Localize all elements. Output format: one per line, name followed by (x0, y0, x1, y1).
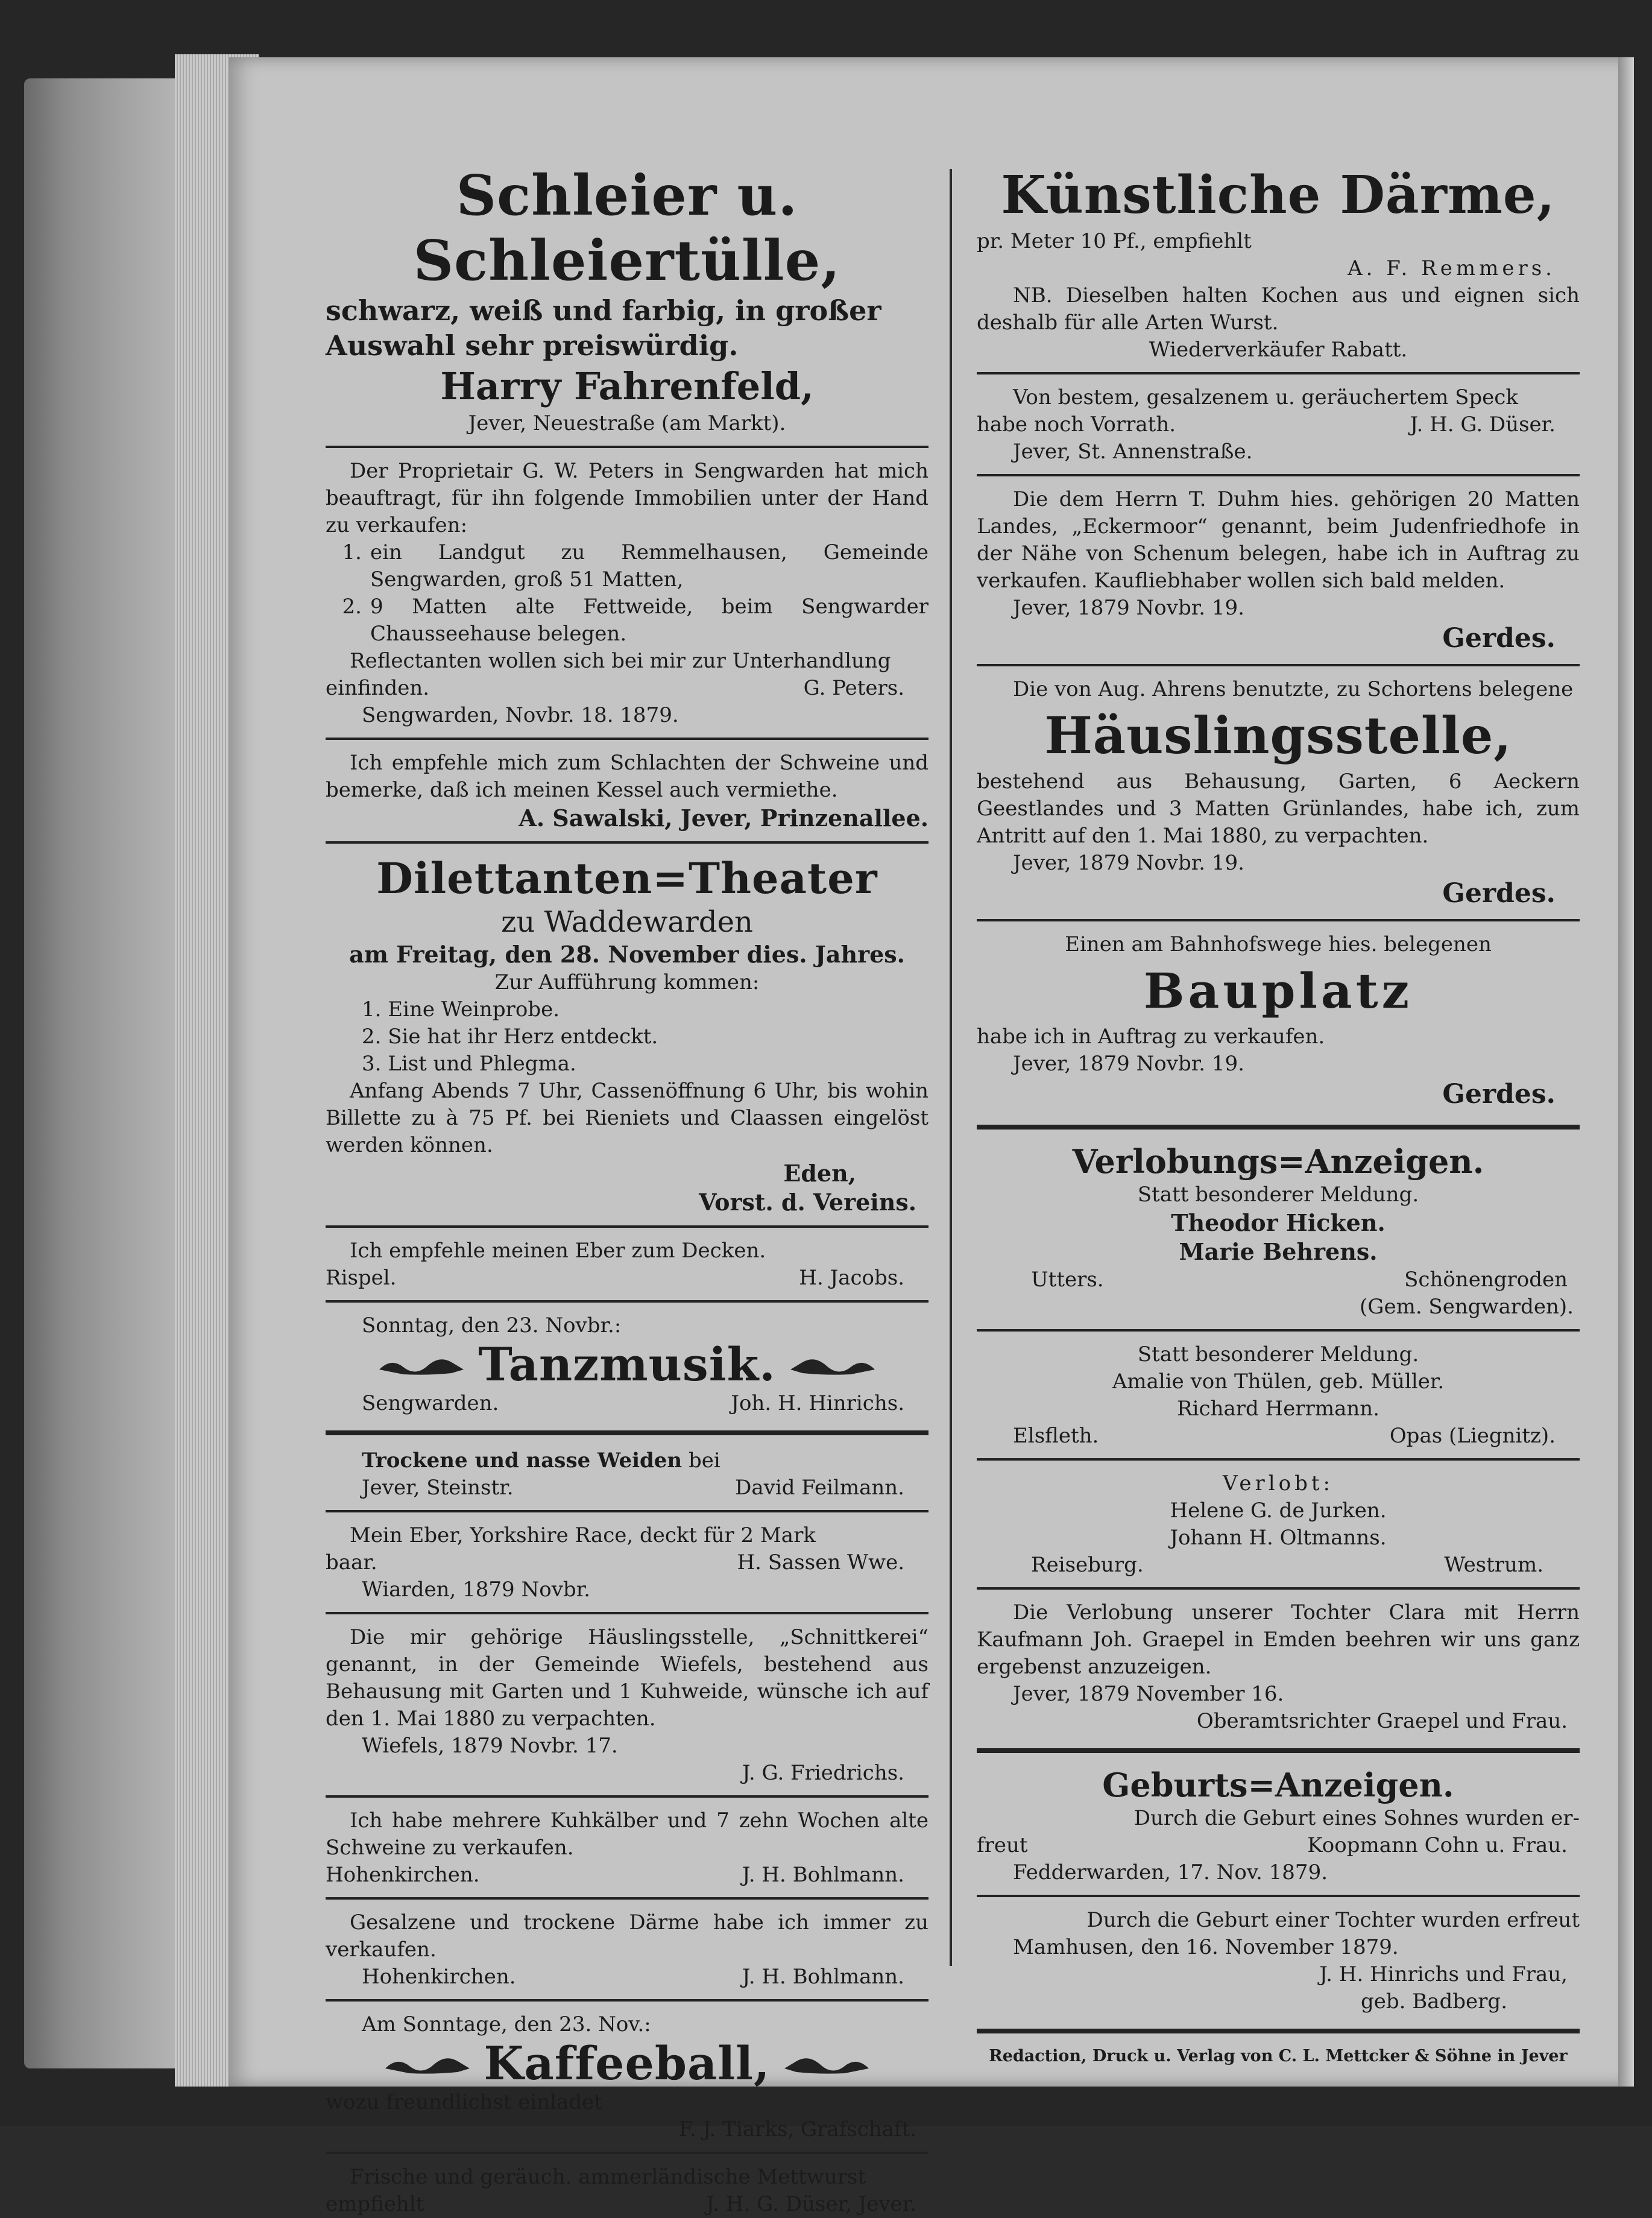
ad-text: Die von Aug. Ahrens benutzte, zu Schortens belegene (1013, 677, 1574, 701)
ad-place: Rispel. (326, 1266, 397, 1290)
ad-signature: David Feilmann. (735, 1476, 904, 1500)
ad-line (977, 411, 1580, 438)
ad-text: Durch die Geburt eines Sohnes wurden er- (1133, 1806, 1580, 1830)
ad-text: Statt besonderer Meldung. (1137, 1183, 1419, 1207)
section-geburts-anzeigen (977, 1765, 1580, 2015)
ad-place: Reiseburg. (1031, 1553, 1144, 1577)
ad-date: Jever, 1879 November 16. (1013, 1682, 1284, 1706)
ad-title: Schleier u. Schleiertülle, (413, 163, 841, 293)
ad-speck (977, 384, 1580, 466)
ad-signature: J. H. Bohlmann. (742, 1965, 904, 1989)
person-name: Theodor Hicken. (1171, 1209, 1386, 1236)
rule (326, 1225, 928, 1228)
person-name: Marie Behrens. (1179, 1238, 1378, 1265)
ad-date: Sengwarden, Novbr. 18. 1879. (362, 703, 679, 727)
ad-place: Schönengroden (1404, 1268, 1568, 1292)
ad-title: Kaffeeball, (484, 2036, 771, 2090)
ad-text: Die Verlobung unserer Tochter Clara mit Herrn Kaufmann Joh. Graepel in Emden beehren wir uns ganz ergebenst anzuzeigen. (977, 1600, 1580, 1679)
ad-place: (Gem. Sengwarden). (1360, 1295, 1574, 1319)
ad-line (977, 1552, 1580, 1579)
ad-text: Einen am Bahnhofswege hies. belegenen (1065, 932, 1492, 956)
rule (326, 738, 928, 740)
ad-text: Frische und geräuch. ammerländische Mettwurst (350, 2165, 866, 2189)
list-item (326, 593, 928, 648)
ad-signature: Gerdes. (1442, 1079, 1556, 1110)
list-item: 1. Eine Weinprobe. (362, 997, 560, 1022)
ad-text: empfiehlt (326, 2192, 424, 2216)
imprint-footer: Redaction, Druck u. Verlag von C. L. Mettcker & Söhne in Jever (989, 2047, 1568, 2065)
ad-text: pr. Meter 10 Pf., empfiehlt (977, 229, 1252, 253)
ad-weiden (326, 1447, 928, 1502)
ad-place: Westrum. (1444, 1553, 1543, 1577)
rule (977, 1458, 1580, 1461)
ad-place: Hohenkirchen. (326, 1863, 480, 1887)
ad-title: Häuslingsstelle, (1044, 706, 1512, 765)
item-text: 9 Matten alte Fettweide, beim Sengwarder Chausseehause belegen. (370, 595, 928, 646)
column-divider (950, 169, 952, 1966)
ad-text: Wiederverkäufer Rabatt. (1149, 338, 1408, 362)
ad-line (977, 1423, 1580, 1450)
ad-text: freut (977, 1833, 1028, 1857)
rule (326, 1897, 928, 1900)
newspaper-page (229, 57, 1634, 2216)
person-name: Amalie von Thülen, geb. Müller. (1112, 1370, 1445, 1394)
section-title: Verlobungs=Anzeigen. (1072, 1142, 1484, 1181)
rule (977, 1895, 1580, 1897)
page-curl-edge (1618, 57, 1634, 2087)
ad-text: schwarz, weiß und farbig, in großer (326, 294, 881, 327)
ad-daerme-bohlmann (326, 1909, 928, 1991)
ad-address: Jever, St. Annenstraße. (1013, 440, 1253, 464)
ad-signature: J. H. G. Düser. (1410, 412, 1556, 437)
ad-date: Jever, 1879 Novbr. 19. (1013, 851, 1244, 875)
rule (977, 1329, 1580, 1332)
ad-text: Die dem Herrn T. Duhm hies. gehörigen 20 Matten Landes, „Eckermoor“ genannt, beim Judenfriedhofe in der Nähe von Schenum belegen, habe ich in Auftrag zu verkaufen. Kaufliebhaber wollen sich bald melden. (977, 487, 1580, 593)
ad-signature: J. H. Hinrichs und Frau, (1319, 1962, 1568, 1986)
rule (326, 841, 928, 844)
ad-text: habe noch Vorrath. (977, 412, 1176, 437)
rule (326, 1510, 928, 1512)
ad-text: Ich empfehle meinen Eber zum Decken. (350, 1239, 766, 1263)
ad-place: Utters. (1031, 1268, 1104, 1292)
rule (326, 1795, 928, 1798)
ad-text: habe ich in Auftrag zu verkaufen. (977, 1025, 1325, 1049)
rule (977, 372, 1580, 374)
ad-line (326, 1862, 928, 1889)
section-verlobungs-anzeigen (977, 1142, 1580, 1735)
ad-address: Jever, Neuestraße (am Markt). (468, 411, 786, 435)
ad-signature: G. Peters. (803, 676, 904, 700)
right-column (977, 163, 1580, 2067)
ad-haeuslingsstelle-wiefels (326, 1624, 928, 1787)
ad-text: Reflectanten wollen sich bei mir zur Unterhandlung (350, 649, 891, 673)
ornament-right-icon (784, 2050, 869, 2077)
left-column (326, 163, 928, 2218)
ad-kuhkaelber (326, 1807, 928, 1889)
ad-text: Sonntag, den 23. Novbr.: (362, 1313, 622, 1338)
ad-theater (326, 853, 928, 1217)
ad-emphasis: Trockene und nasse Weiden (362, 1449, 683, 1473)
ad-eber-sassen (326, 1522, 928, 1603)
ad-date: Wiarden, 1879 Novbr. (362, 1578, 590, 1602)
ad-signature: Eden, (783, 1160, 856, 1187)
ornament-left-icon (385, 2050, 470, 2077)
ad-place: Hohenkirchen. (362, 1965, 516, 1989)
ad-place: Opas (Liegnitz). (1389, 1424, 1556, 1448)
person-name: Johann H. Oltmanns. (1170, 1526, 1387, 1550)
list-item (326, 539, 928, 593)
item-text: ein Landgut zu Remmelhausen, Gemeinde Sengwarden, groß 51 Matten, (370, 540, 928, 592)
ad-text: Der Proprietair G. W. Peters in Sengwarden hat mich beauftragt, für ihn folgende Immobilien unter der Hand zu verkaufen: (326, 459, 928, 537)
ad-text: einfinden. (326, 676, 430, 700)
ad-signature: F. J. Tiarks, Grafschaft. (678, 2117, 916, 2141)
ad-signature: J. H. G. Düser, Jever. (706, 2192, 916, 2216)
ad-text: Gesalzene und trockene Därme habe ich immer zu verkaufen. (326, 1910, 928, 1962)
ad-line (326, 1474, 928, 1502)
ad-text: Am Sonntage, den 23. Nov.: (362, 2012, 651, 2036)
ad-tanzmusik (326, 1312, 928, 1417)
ad-place: Elsfleth. (1013, 1424, 1099, 1448)
rule (326, 1430, 928, 1435)
ad-schleier (326, 163, 928, 437)
ad-text: Von bestem, gesalzenem u. geräuchertem Speck (1013, 385, 1518, 409)
title-row (326, 2038, 928, 2089)
rule (326, 1300, 928, 1303)
ad-text: Anfang Abends 7 Uhr, Cassenöffnung 6 Uhr, bis wohin Billette zu à 75 Pf. bei Rieniets und Claassen eingelöst werden können. (326, 1079, 928, 1157)
ad-mettwurst (326, 2164, 928, 2218)
ad-kuenstliche-daerme (977, 163, 1580, 364)
ad-text (326, 1447, 928, 1474)
ad-date: Wiefels, 1879 Novbr. 17. (362, 1734, 618, 1758)
ad-kaffeeball (326, 2011, 928, 2143)
list-item: 2. Sie hat ihr Herz entdeckt. (362, 1025, 658, 1049)
rule (977, 2029, 1580, 2033)
rule (326, 1612, 928, 1614)
item-number: 1. (342, 540, 362, 564)
ad-text: Die mir gehörige Häuslingsstelle, „Schnittkerei“ genannt, in der Gemeinde Wiefels, bestehend aus Behausung mit Garten und 1 Kuhweide, wünsche ich auf den 1. Mai 1880 zu verpachten. (326, 1625, 928, 1731)
ad-date: Fedderwarden, 17. Nov. 1879. (1013, 1860, 1328, 1885)
ad-text: Durch die Geburt einer Tochter wurden erfreut (1086, 1908, 1580, 1932)
ad-text: bestehend aus Behausung, Garten, 6 Aeckern Geestlandes und 3 Matten Grünlandes, habe ich, zum Antritt auf den 1. Mai 1880, zu verpachten. (977, 769, 1580, 848)
ad-line (326, 675, 928, 702)
ornament-right-icon (790, 1351, 875, 1378)
rule (326, 1999, 928, 2002)
ad-line (326, 1549, 928, 1576)
ad-bauplatz (977, 931, 1580, 1111)
ad-date: Jever, 1879 Novbr. 19. (1013, 596, 1244, 620)
ad-schlachten (326, 750, 928, 833)
ornament-left-icon (379, 1351, 464, 1378)
rule (977, 919, 1580, 921)
ad-text: baar. (326, 1550, 377, 1575)
ad-signature: H. Jacobs. (799, 1266, 904, 1290)
ad-signature: Oberamtsrichter Graepel und Frau. (1196, 1709, 1568, 1733)
ad-signature: J. G. Friedrichs. (742, 1761, 904, 1785)
ad-text: Mein Eber, Yorkshire Race, deckt für 2 Mark (350, 1523, 816, 1547)
ad-line (326, 1265, 928, 1292)
ad-text: bei (682, 1449, 720, 1473)
ad-title: Künstliche Därme, (1001, 165, 1556, 226)
rule (326, 446, 928, 448)
ad-signature: Gerdes. (1442, 623, 1556, 654)
rule (977, 1587, 1580, 1590)
rule (977, 664, 1580, 666)
ad-signature: H. Sassen Wwe. (737, 1550, 904, 1575)
ad-text: Zur Aufführung kommen: (494, 970, 760, 994)
item-number: 2. (342, 595, 362, 619)
ad-signature: Gerdes. (1442, 878, 1556, 909)
ad-text: Verlobt: (1222, 1471, 1334, 1496)
ad-title: Tanzmusik. (478, 1338, 776, 1391)
ad-title: Dilettanten=Theater (376, 853, 878, 903)
ad-line (977, 1266, 1580, 1294)
ad-eber-jacobs (326, 1237, 928, 1292)
ad-signature: Joh. H. Hinrichs. (731, 1391, 904, 1415)
ad-haeuslingsstelle-schortens (977, 676, 1580, 911)
ad-place: Sengwarden. (362, 1391, 499, 1415)
ad-date: am Freitag, den 28. November dies. Jahres. (349, 941, 905, 968)
person-name: Helene G. de Jurken. (1170, 1499, 1387, 1523)
ad-text: Ich empfehle mich zum Schlachten der Schweine und bemerke, daß ich meinen Kessel auch vermiethe. (326, 751, 928, 802)
rule (977, 474, 1580, 476)
ad-line (326, 1964, 928, 1991)
ad-text: Statt besonderer Meldung. (1137, 1342, 1419, 1367)
ad-eckermoor (977, 486, 1580, 656)
ad-text: NB. Dieselben halten Kochen aus und eignen sich deshalb für alle Arten Wurst. (977, 283, 1580, 335)
ad-text: wozu freundlichst einladet (326, 2090, 602, 2114)
ad-date: Mamhusen, den 16. November 1879. (1013, 1935, 1399, 1959)
list-item: 3. List und Phlegma. (362, 1052, 576, 1076)
title-row (326, 1339, 928, 1390)
ad-line (977, 1832, 1580, 1859)
ad-advertiser: Harry Fahrenfeld, (440, 364, 814, 408)
ad-text: Ich habe mehrere Kuhkälber und 7 zehn Wochen alte Schweine zu verkaufen. (326, 1809, 928, 1860)
ad-signature: A. Sawalski, Jever, Prinzenallee. (519, 804, 928, 832)
ad-subtitle: zu Waddewarden (501, 905, 753, 939)
ad-signature: Koopmann Cohn u. Frau. (1307, 1833, 1568, 1857)
section-title: Geburts=Anzeigen. (1102, 1766, 1454, 1804)
ad-title: Bauplatz (1143, 962, 1413, 1019)
ad-signature: J. H. Bohlmann. (742, 1863, 904, 1887)
person-name: Richard Herrmann. (1177, 1397, 1379, 1421)
ad-signature: geb. Badberg. (1361, 1989, 1507, 2014)
ad-immobilien (326, 458, 928, 729)
rule (977, 1748, 1580, 1753)
ad-place: Jever, Steinstr. (362, 1476, 514, 1500)
ad-text: Auswahl sehr preiswürdig. (326, 329, 739, 362)
ad-line (326, 2191, 928, 2218)
rule (977, 1125, 1580, 1130)
rule (326, 2152, 928, 2154)
ad-signature: Vorst. d. Vereins. (699, 1189, 916, 1216)
ad-date: Jever, 1879 Novbr. 19. (1013, 1052, 1244, 1076)
ad-line (326, 1390, 928, 1417)
ad-signature: A. F. Remmers. (1348, 256, 1556, 280)
